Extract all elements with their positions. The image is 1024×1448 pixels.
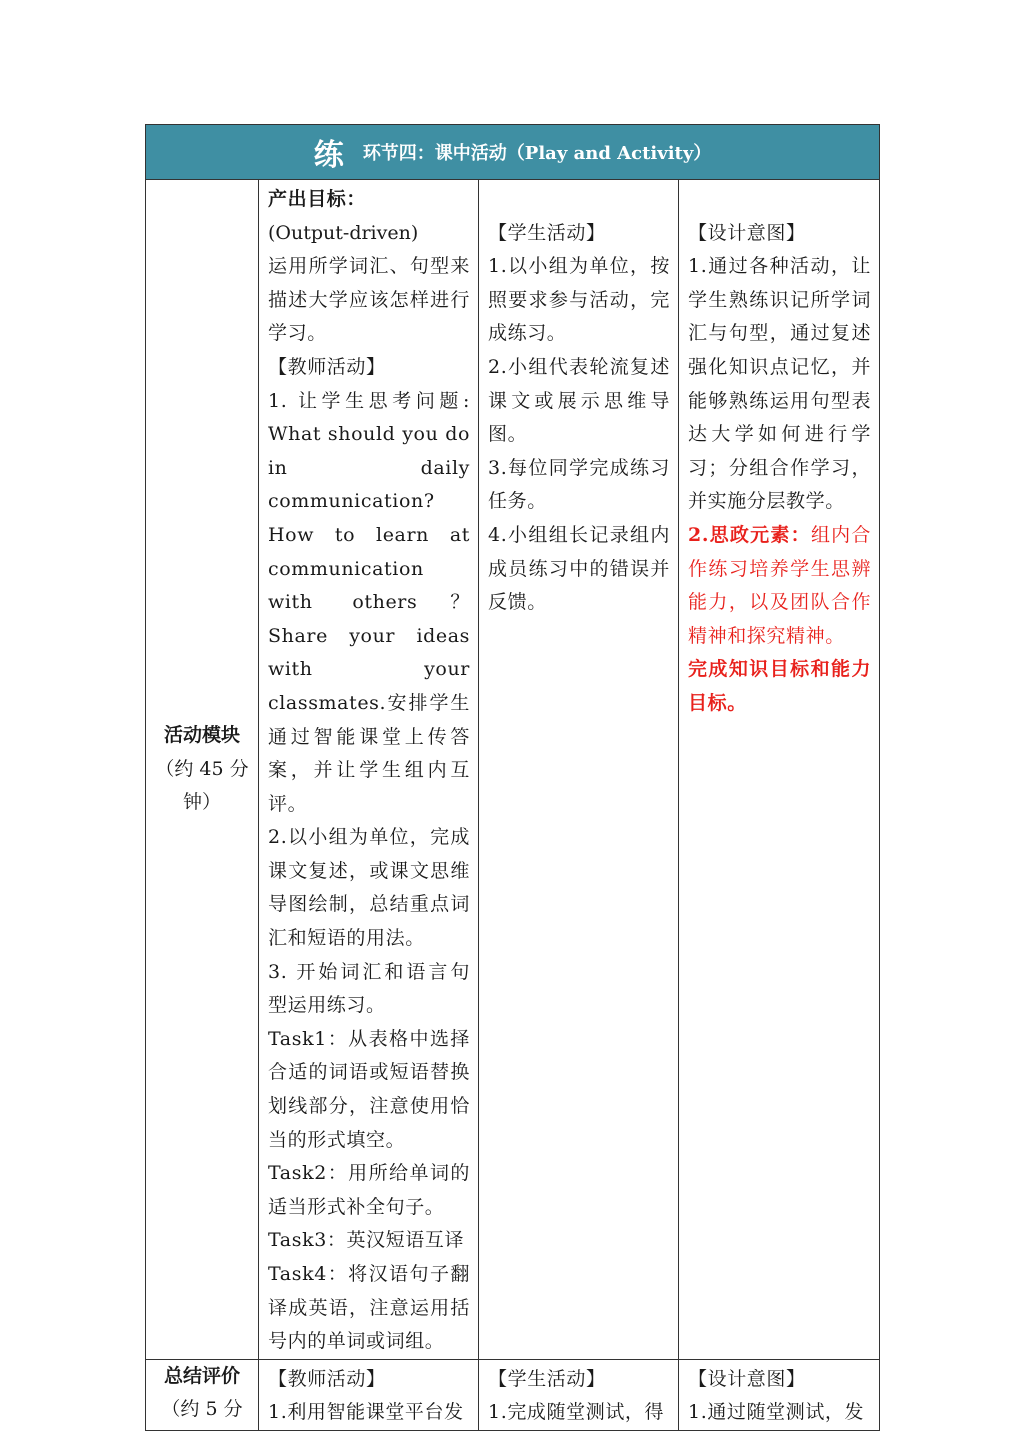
task-4: Task4：将汉语句子翻译成英语，注意运用括号内的单词或词组。 (268, 1263, 470, 1353)
spacer (688, 183, 871, 217)
design-intent-cell (679, 180, 880, 1360)
task-3: Task3：英汉短语互译 (268, 1229, 465, 1252)
section-header-title: 环节四：课中活动（Play and Activity） (362, 143, 712, 164)
output-goal-heading: 产出目标： (268, 188, 367, 210)
student-step-4: 4.小组组长记录组内成员练习中的错误并反馈。 (488, 523, 670, 614)
summary-teacher-heading: 【教师活动】 (268, 1367, 386, 1390)
summary-student-text: 1.完成随堂测试，得 (488, 1401, 665, 1424)
student-step-3: 3.每位同学完成练习任务。 (488, 456, 670, 513)
section-header-row (146, 125, 880, 180)
spacer (488, 183, 670, 217)
summary-design-cell (679, 1359, 880, 1430)
teacher-activity-heading: 【教师活动】 (268, 355, 386, 378)
design-intent-point-1: 1.通过各种活动，让学生熟练识记所学词汇与句型，通过复述强化知识点记忆，并能够熟练运用句型表达大学如何进行学习；分组合作学习，并实施分层教学。 (688, 255, 872, 513)
lesson-plan-table (145, 124, 880, 1431)
goal-completion-text: 完成知识目标和能力目标。 (688, 658, 872, 714)
teacher-step-2: 2.以小组为单位，完成课文复述，或课文思维导图绘制，总结重点词汇和短语的用法。 (268, 826, 470, 950)
task-1: Task1：从表格中选择合适的词语或短语替换划线部分，注意使用恰当的形式填空。 (268, 1027, 470, 1151)
summary-row (146, 1359, 880, 1430)
summary-student-heading: 【学生活动】 (488, 1367, 606, 1390)
summary-design-heading: 【设计意图】 (688, 1367, 806, 1390)
summary-label-time: （约 5 分 (161, 1398, 243, 1421)
summary-teacher-cell (259, 1359, 479, 1430)
activity-label-title: 活动模块 (163, 724, 240, 746)
ideology-element (688, 519, 871, 653)
ideology-element-label: 2.思政元素： (688, 523, 811, 546)
activity-label-cell (146, 180, 259, 1360)
output-goal-text: 运用所学词汇、句型来描述大学应该怎样进行学习。 (268, 255, 470, 345)
ideology-element-text: 组内合作练习培养学生思辨能力，以及团队合作精神和探究精神。 (688, 523, 872, 647)
summary-label-cell (146, 1359, 259, 1430)
summary-design-text: 1.通过随堂测试，发 (688, 1401, 865, 1424)
teacher-step-3: 3. 开始词汇和语言句型运用练习。 (268, 960, 470, 1017)
task-2: Task2：用所给单词的适当形式补全句子。 (268, 1162, 470, 1218)
activity-row (146, 180, 880, 1360)
student-activity-cell (479, 180, 679, 1360)
output-goal-subheading: (Output-driven) (268, 221, 419, 244)
section-header-char: 练 (313, 138, 344, 173)
student-activity-heading: 【学生活动】 (488, 221, 606, 244)
student-step-1: 1.以小组为单位，按照要求参与活动，完成练习。 (488, 255, 670, 345)
design-intent-heading: 【设计意图】 (688, 221, 806, 244)
summary-label-title: 总结评价 (163, 1364, 240, 1387)
activity-label-time: （约 45 分钟） (155, 757, 249, 814)
summary-teacher-text: 1.利用智能课堂平台发 (268, 1401, 464, 1424)
student-step-2: 2.小组代表轮流复述课文或展示思维导图。 (488, 355, 670, 446)
summary-student-cell (479, 1359, 679, 1430)
teacher-step-1: 1. 让学生思考问题: What should you do in daily communication? How to learn at communication with others？ Share your ideas with your classmates.安排学生通过智能课堂上传答案，并让学生组内互评。 (268, 389, 470, 815)
teacher-activity-cell (259, 180, 479, 1360)
section-header (146, 125, 880, 180)
